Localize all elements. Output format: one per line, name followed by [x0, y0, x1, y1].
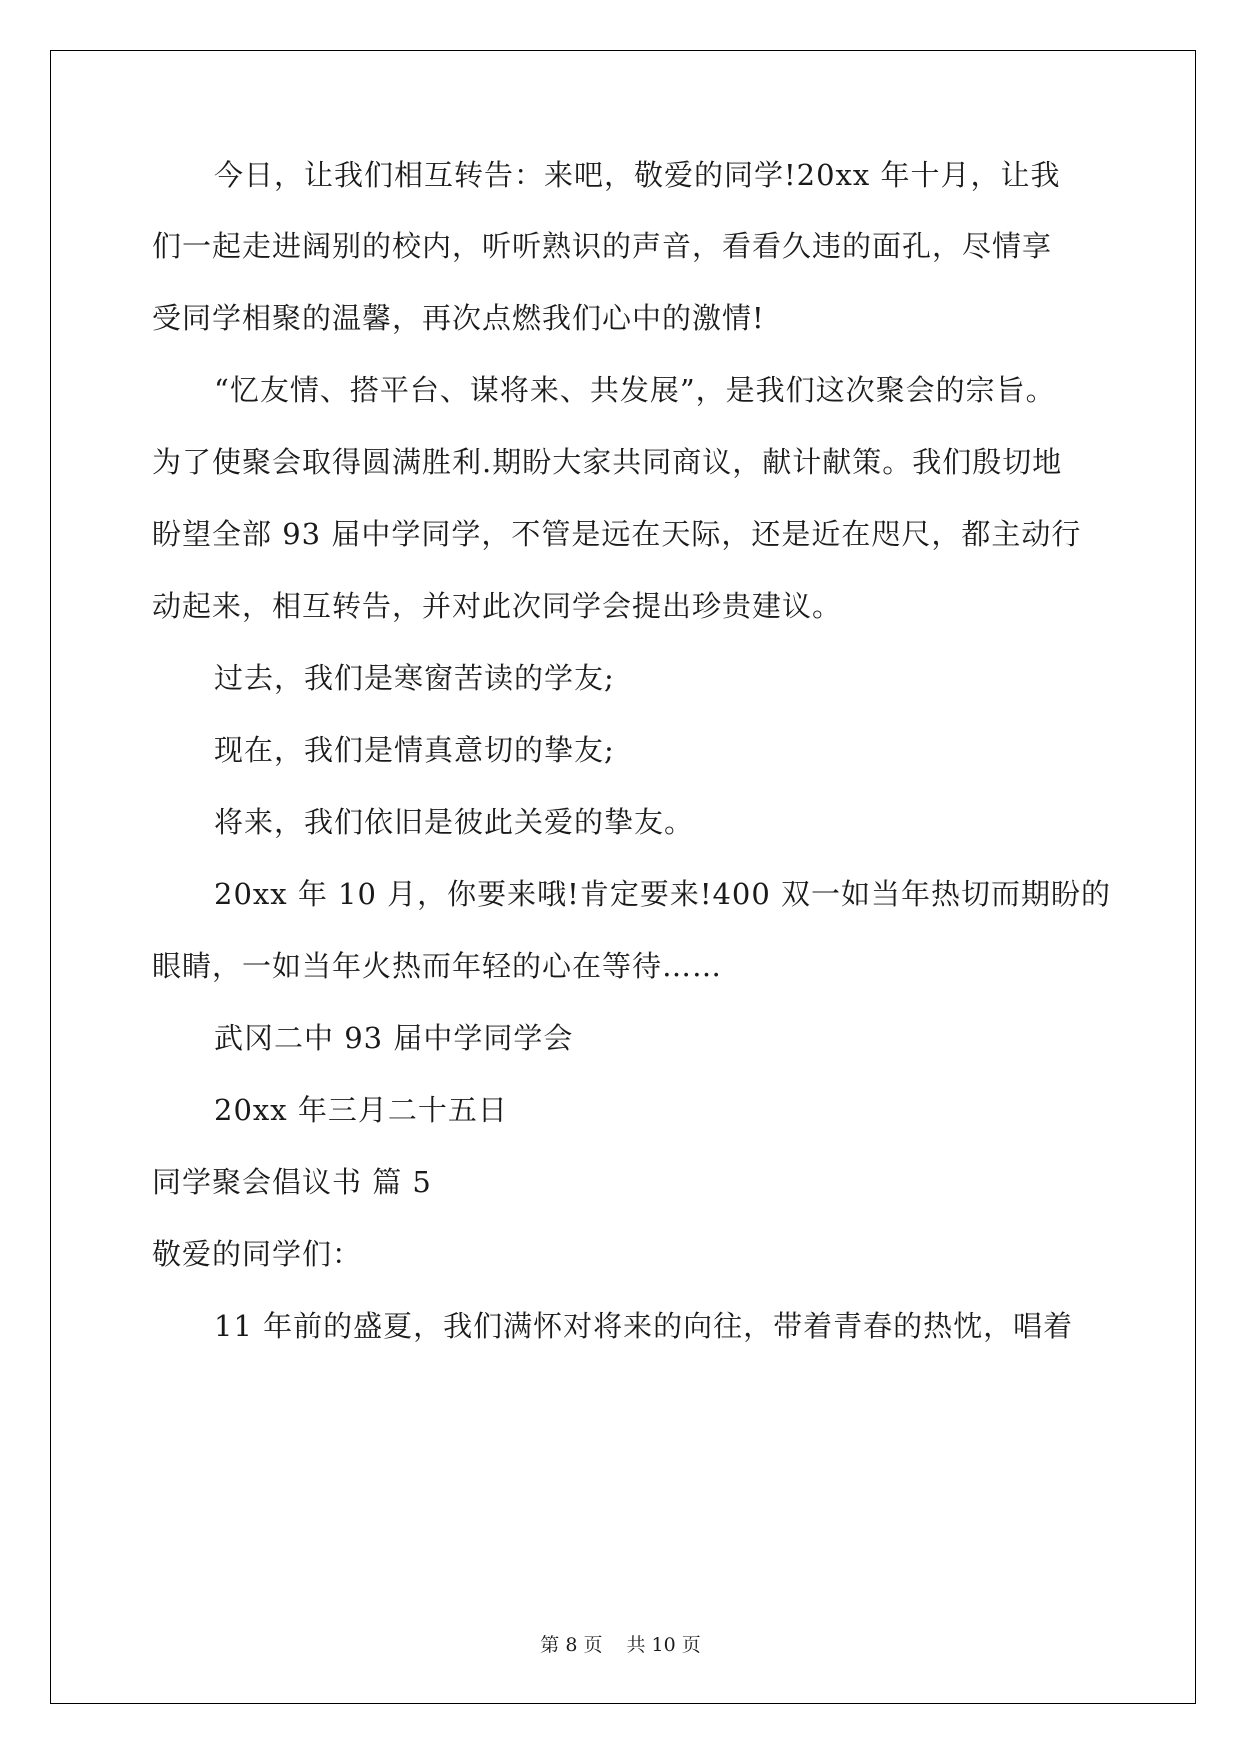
paragraph-line: 20xx 年 10 月，你要来哦!肯定要来!400 双一如当年热切而期盼的 — [214, 877, 1112, 911]
paragraph-line: 为了使聚会取得圆满胜利.期盼大家共同商议，献计献策。我们殷切地 — [152, 445, 1063, 479]
paragraph-line: 受同学相聚的温馨，再次点燃我们心中的激情! — [152, 301, 765, 335]
paragraph-line: “忆友情、搭平台、谋将来、共发展”，是我们这次聚会的宗旨。 — [214, 373, 1056, 407]
paragraph-line: 盼望全部 93 届中学同学，不管是远在天际，还是近在咫尺，都主动行 — [152, 517, 1082, 551]
date-line: 20xx 年三月二十五日 — [214, 1093, 508, 1127]
paragraph-line: 过去，我们是寒窗苦读的学友; — [214, 661, 615, 695]
paragraph-line: 们一起走进阔别的校内，听听熟识的声音，看看久违的面孔，尽情享 — [152, 229, 1053, 263]
salutation: 敬爱的同学们： — [152, 1237, 363, 1271]
signature-line: 武冈二中 93 届中学同学会 — [214, 1021, 574, 1055]
paragraph-line: 现在，我们是情真意切的挚友; — [214, 733, 615, 767]
section-heading: 同学聚会倡议书 篇 5 — [152, 1165, 432, 1199]
page-footer — [0, 1633, 1241, 1657]
paragraph-line: 动起来，相互转告，并对此次同学会提出珍贵建议。 — [152, 589, 843, 623]
page-number: 第 8 页 — [540, 1634, 603, 1656]
paragraph-line: 将来，我们依旧是彼此关爱的挚友。 — [214, 805, 695, 839]
paragraph-line: 今日，让我们相互转告：来吧，敬爱的同学!20xx 年十月，让我 — [214, 158, 1061, 192]
total-pages: 共 10 页 — [626, 1634, 701, 1656]
paragraph-line: 眼睛，一如当年火热而年轻的心在等待…… — [152, 949, 723, 983]
paragraph-line: 11 年前的盛夏，我们满怀对将来的向往，带着青春的热忱，唱着 — [214, 1309, 1074, 1343]
